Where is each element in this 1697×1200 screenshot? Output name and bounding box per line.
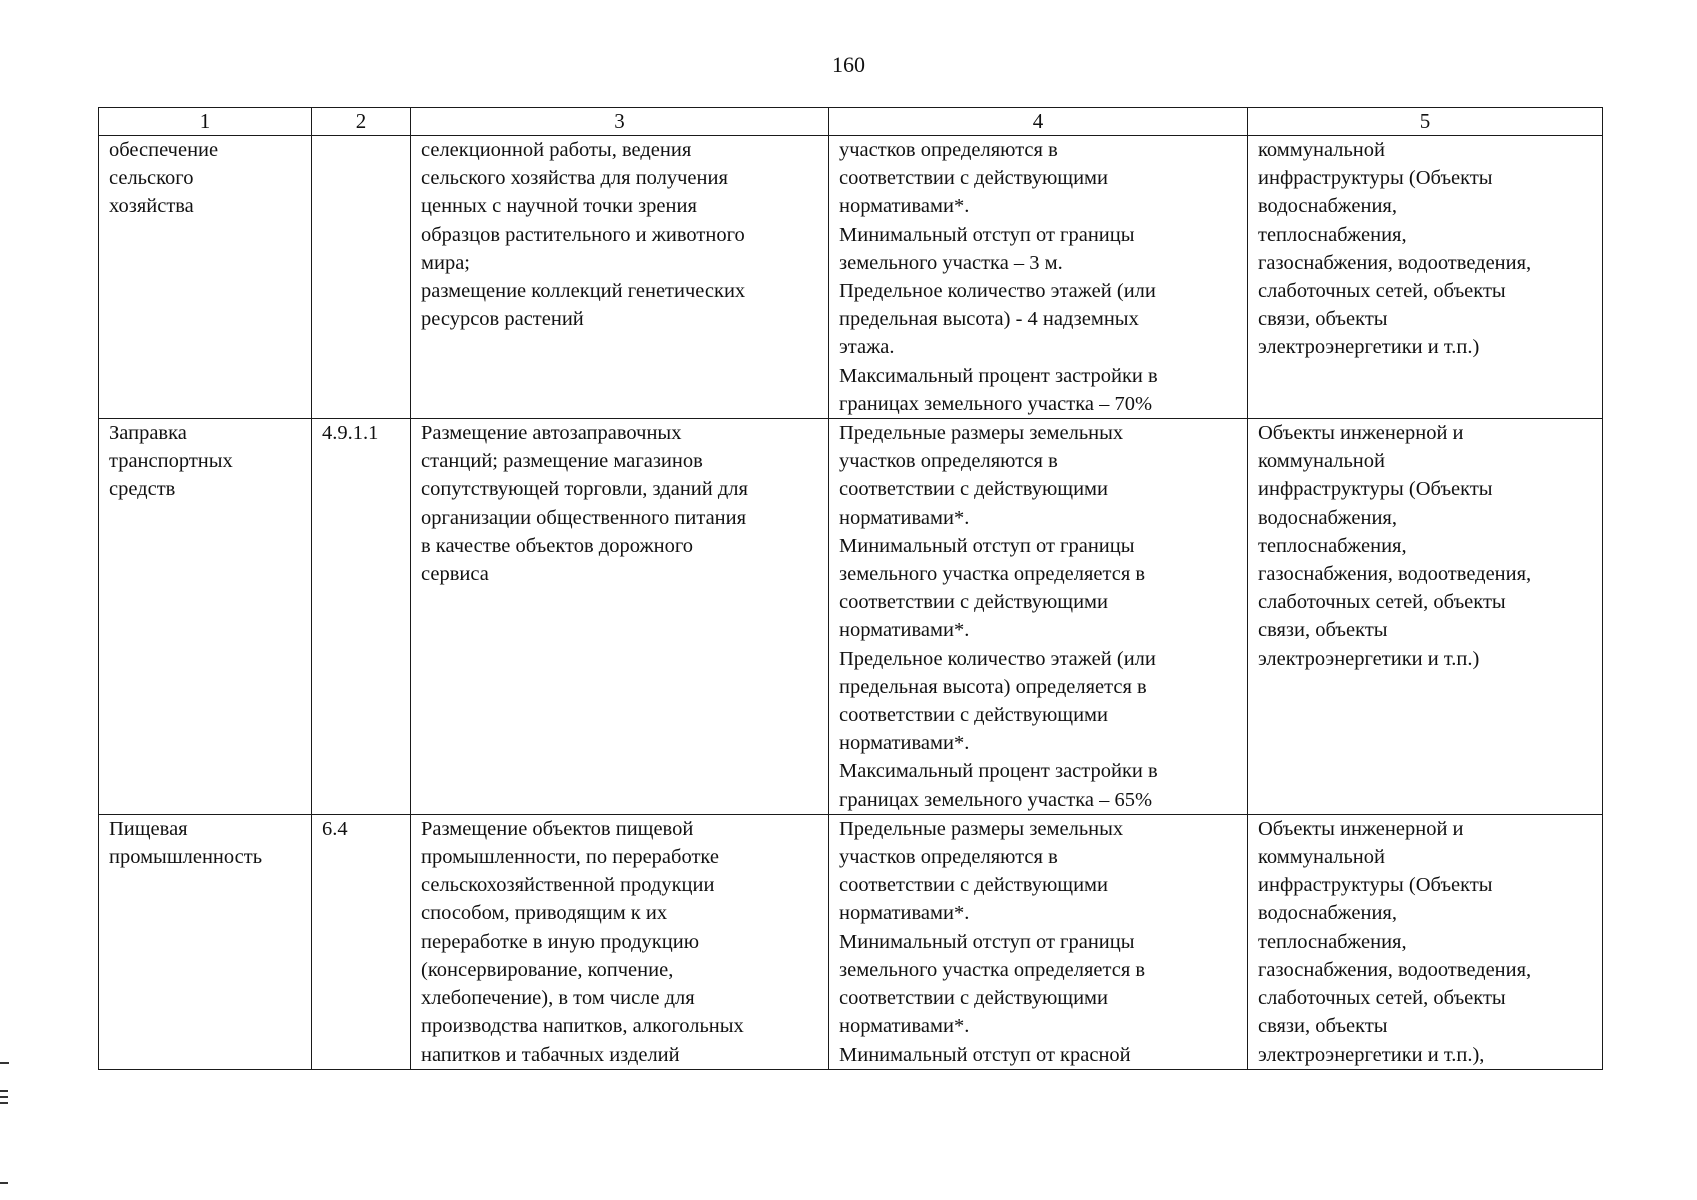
cell-text-line: инфраструктуры (Объекты — [1258, 478, 1493, 501]
cell-text-line: земельного участка определяется в — [839, 563, 1146, 586]
cell-text-line: теплоснабжения, — [1258, 534, 1407, 557]
cell-text-line: газоснабжения, водоотведения, — [1258, 958, 1532, 981]
cell-text-line: коммунальной — [1258, 846, 1385, 869]
cell-text-line: хлебопечение), в том числе для — [421, 987, 695, 1010]
column-header-3: 3 — [411, 108, 829, 136]
cell-text-line: Предельное количество этажей (или — [839, 280, 1156, 303]
cell-text-line: напитков и табачных изделий — [421, 1043, 680, 1066]
margin-mark — [0, 1090, 8, 1092]
cell-text-line: участков определяются в — [839, 846, 1058, 869]
cell-text-line: Размещение объектов пищевой — [421, 817, 694, 840]
cell-text-line: Предельное количество этажей (или — [839, 647, 1156, 670]
cell-text-line: переработке в иную продукцию — [421, 930, 700, 953]
cell-text-line: промышленности, по переработке — [421, 846, 719, 869]
cell-parameters — [829, 136, 1248, 419]
cell-text-line: 4.9.1.1 — [322, 422, 379, 445]
cell-text-line: Пищевая — [109, 817, 188, 840]
cell-text-line: этажа. — [839, 336, 895, 359]
cell-text-line: селекционной работы, ведения — [421, 139, 692, 161]
cell-text-line: предельная высота) - 4 надземных — [839, 308, 1139, 331]
cell-name — [99, 814, 312, 1069]
cell-text-line: 6.4 — [322, 817, 348, 840]
column-header-2: 2 — [312, 108, 411, 136]
cell-text-line: инфраструктуры (Объекты — [1258, 167, 1493, 190]
cell-text-line: Максимальный процент застройки в — [839, 760, 1158, 783]
margin-mark — [0, 1062, 9, 1064]
cell-code — [312, 419, 411, 815]
column-header-5: 5 — [1248, 108, 1603, 136]
cell-text-line: земельного участка – 3 м. — [839, 251, 1063, 274]
cell-text-line: в качестве объектов дорожного — [421, 534, 693, 557]
cell-auxiliary — [1248, 136, 1603, 419]
cell-description — [411, 814, 829, 1069]
cell-text-line: электроэнергетики и т.п.) — [1258, 336, 1480, 359]
cell-text-line: сельского — [109, 167, 194, 190]
cell-text-line: границах земельного участка – 70% — [839, 392, 1153, 415]
cell-text-line: Предельные размеры земельных — [839, 817, 1124, 840]
cell-auxiliary — [1248, 814, 1603, 1069]
cell-code — [312, 136, 411, 419]
column-header-1: 1 — [99, 108, 312, 136]
cell-text-line: мира; — [421, 251, 470, 274]
cell-text-line: соответствии с действующими — [839, 987, 1108, 1010]
cell-text-line: водоснабжения, — [1258, 506, 1397, 529]
cell-text-line: слаботочных сетей, объекты — [1258, 987, 1506, 1010]
cell-text-line: производства напитков, алкогольных — [421, 1015, 744, 1038]
margin-mark — [0, 1182, 8, 1184]
cell-text-line: способом, приводящим к их — [421, 902, 668, 925]
cell-text-line: нормативами*. — [839, 619, 970, 642]
cell-text-line: Объекты инженерной и — [1258, 422, 1464, 445]
table-row — [99, 419, 1603, 815]
cell-text-line: станций; размещение магазинов — [421, 450, 703, 473]
cell-text-line: газоснабжения, водоотведения, — [1258, 563, 1532, 586]
cell-text-line: сопутствующей торговли, зданий для — [421, 478, 748, 501]
cell-text-line: Заправка — [109, 422, 187, 445]
cell-text-line: Минимальный отступ от красной — [839, 1043, 1131, 1066]
margin-mark — [0, 1096, 8, 1098]
cell-text-line: хозяйства — [109, 195, 194, 218]
cell-text-line: электроэнергетики и т.п.) — [1258, 647, 1480, 670]
table-row — [99, 136, 1603, 419]
cell-parameters — [829, 419, 1248, 815]
cell-description — [411, 419, 829, 815]
cell-text-line: соответствии с действующими — [839, 591, 1108, 614]
cell-text-line: нормативами*. — [839, 195, 970, 218]
land-use-table — [98, 107, 1603, 1070]
cell-text-line: нормативами*. — [839, 1015, 970, 1038]
cell-text-line: (консервирование, копчение, — [421, 958, 674, 981]
cell-name — [99, 419, 312, 815]
cell-name — [99, 136, 312, 419]
cell-text-line: организации общественного питания — [421, 506, 747, 529]
column-header-4: 4 — [829, 108, 1248, 136]
cell-code — [312, 814, 411, 1069]
cell-text-line: слаботочных сетей, объекты — [1258, 280, 1506, 303]
cell-text-line: участков определяются в — [839, 450, 1058, 473]
cell-text-line: транспортных — [109, 450, 233, 473]
cell-text-line: связи, объекты — [1258, 308, 1388, 331]
cell-text-line: средств — [109, 478, 176, 501]
cell-text-line: участков определяются в — [839, 139, 1058, 161]
cell-text-line: нормативами*. — [839, 506, 970, 529]
cell-text-line: Минимальный отступ от границы — [839, 930, 1135, 953]
cell-text-line: нормативами*. — [839, 902, 970, 925]
cell-text-line: Максимальный процент застройки в — [839, 364, 1158, 387]
table-body — [99, 136, 1603, 1070]
cell-text-line: соответствии с действующими — [839, 167, 1108, 190]
cell-text-line: Минимальный отступ от границы — [839, 534, 1135, 557]
cell-text-line: сервиса — [421, 563, 489, 586]
cell-text-line: связи, объекты — [1258, 1015, 1388, 1038]
cell-text-line: образцов растительного и животного — [421, 223, 745, 246]
cell-description — [411, 136, 829, 419]
cell-text-line: Минимальный отступ от границы — [839, 223, 1135, 246]
cell-text-line: коммунальной — [1258, 139, 1385, 161]
cell-text-line: связи, объекты — [1258, 619, 1388, 642]
cell-text-line: ресурсов растений — [421, 308, 584, 331]
cell-text-line: соответствии с действующими — [839, 874, 1108, 897]
cell-auxiliary — [1248, 419, 1603, 815]
cell-text-line: нормативами*. — [839, 732, 970, 755]
cell-text-line: водоснабжения, — [1258, 195, 1397, 218]
cell-text-line: слаботочных сетей, объекты — [1258, 591, 1506, 614]
cell-text-line: сельского хозяйства для получения — [421, 167, 728, 190]
cell-text-line: соответствии с действующими — [839, 704, 1108, 727]
cell-text-line: земельного участка определяется в — [839, 958, 1146, 981]
table-row — [99, 814, 1603, 1069]
cell-text-line: Размещение автозаправочных — [421, 422, 682, 445]
cell-text-line: сельскохозяйственной продукции — [421, 874, 715, 897]
cell-text-line: предельная высота) определяется в — [839, 675, 1147, 698]
cell-text-line: обеспечение — [109, 139, 219, 161]
cell-text-line: Предельные размеры земельных — [839, 422, 1124, 445]
cell-text-line: коммунальной — [1258, 450, 1385, 473]
cell-text-line: инфраструктуры (Объекты — [1258, 874, 1493, 897]
cell-text-line: границах земельного участка – 65% — [839, 788, 1153, 811]
cell-text-line: водоснабжения, — [1258, 902, 1397, 925]
cell-text-line: ценных с научной точки зрения — [421, 195, 697, 218]
cell-text-line: электроэнергетики и т.п.), — [1258, 1043, 1485, 1066]
cell-text-line: теплоснабжения, — [1258, 223, 1407, 246]
cell-text-line: промышленность — [109, 846, 263, 869]
page-number: 160 — [832, 52, 865, 77]
cell-text-line: соответствии с действующими — [839, 478, 1108, 501]
cell-text-line: газоснабжения, водоотведения, — [1258, 251, 1532, 274]
header-row — [99, 108, 1603, 136]
cell-text-line: Объекты инженерной и — [1258, 817, 1464, 840]
cell-parameters — [829, 814, 1248, 1069]
cell-text-line: размещение коллекций генетических — [421, 280, 746, 303]
margin-mark — [0, 1102, 8, 1104]
cell-text-line: теплоснабжения, — [1258, 930, 1407, 953]
